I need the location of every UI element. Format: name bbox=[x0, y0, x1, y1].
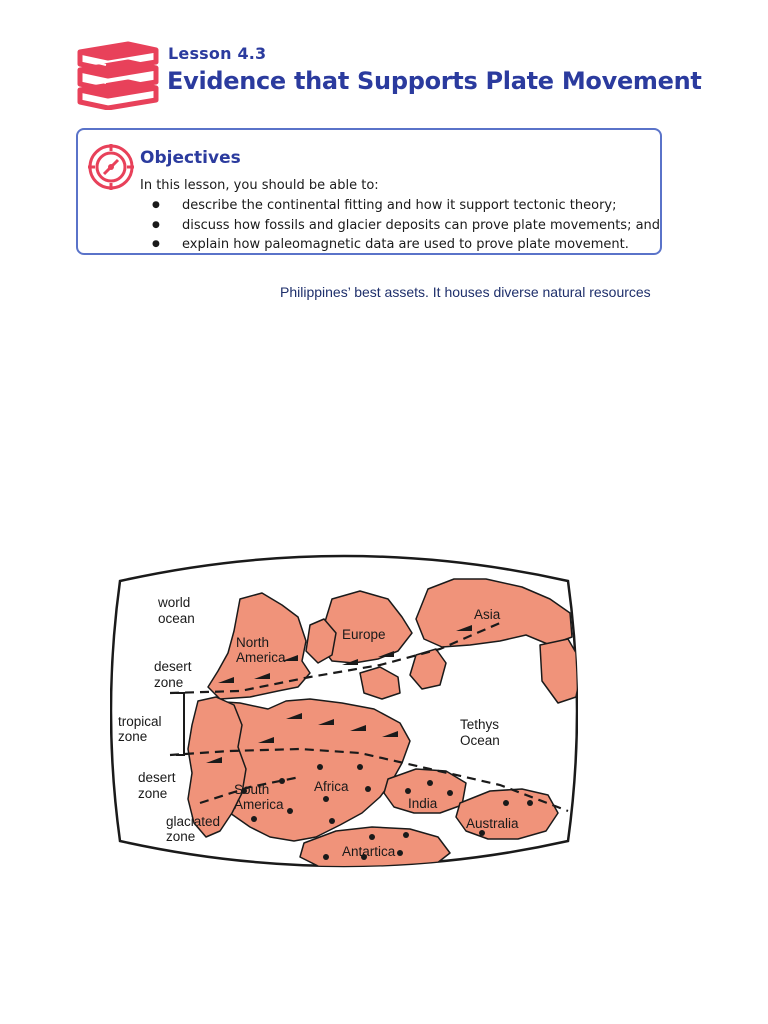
india-label: India bbox=[408, 796, 438, 811]
north-america-label: America bbox=[236, 650, 286, 665]
south-america-label: South bbox=[234, 782, 270, 797]
glaciated-zone-label: glaciated bbox=[166, 814, 221, 829]
lesson-header bbox=[76, 38, 702, 110]
africa-label: Africa bbox=[314, 779, 349, 794]
objectives-intro: In this lesson, you should be able to: bbox=[140, 178, 379, 193]
objective-item: ● discuss how fossils and glacier deposits can prove plate movements; and bbox=[140, 216, 660, 236]
objectives-heading: Objectives bbox=[140, 148, 241, 168]
objectives-list bbox=[140, 196, 660, 255]
lesson-title: Evidence that Supports Plate Movement bbox=[167, 67, 702, 95]
europe-label: Europe bbox=[342, 627, 386, 642]
lesson-number: Lesson 4.3 bbox=[168, 44, 267, 63]
desert-zone-label: zone bbox=[138, 786, 168, 801]
tethys-ocean-label: Tethys bbox=[460, 717, 500, 732]
body-text: Philippines’ best assets. It houses diverse natural resources bbox=[280, 284, 651, 300]
australia-label: Australia bbox=[466, 816, 519, 831]
pangaea-climate-map bbox=[110, 541, 578, 881]
objectives-box bbox=[76, 128, 662, 255]
world-ocean-label: ocean bbox=[158, 611, 195, 626]
tropical-zone-label: zone bbox=[118, 729, 148, 744]
desert-zone-label: zone bbox=[154, 675, 184, 690]
objective-item: ● explain how paleomagnetic data are used to prove plate movement. bbox=[140, 235, 660, 255]
target-icon bbox=[86, 142, 136, 192]
desert-zone-label: desert bbox=[154, 659, 192, 674]
glaciated-zone-label: zone bbox=[166, 829, 196, 844]
desert-zone-label: desert bbox=[138, 770, 176, 785]
books-icon bbox=[76, 38, 160, 110]
north-america-label: North bbox=[236, 635, 270, 650]
tethys-ocean-label: Ocean bbox=[460, 733, 500, 748]
antarctica-label: Antartica bbox=[342, 844, 396, 859]
asia-label: Asia bbox=[474, 607, 501, 622]
world-ocean-label: world bbox=[158, 595, 191, 610]
south-america-label: America bbox=[234, 797, 284, 812]
tropical-zone-label: tropical bbox=[118, 714, 162, 729]
objective-item: ● describe the continental fitting and how it support tectonic theory; bbox=[140, 196, 660, 216]
